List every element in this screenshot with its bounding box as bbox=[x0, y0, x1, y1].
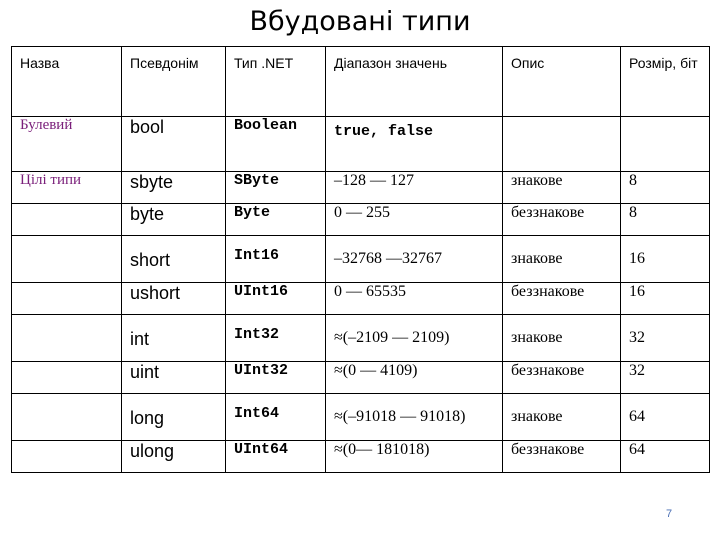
size-cell: 8 bbox=[621, 172, 710, 204]
size-cell: 64 bbox=[621, 394, 710, 441]
table-row bbox=[12, 315, 710, 362]
type-category-cell bbox=[12, 283, 122, 315]
table-header-row bbox=[12, 47, 710, 117]
description-cell bbox=[503, 117, 621, 172]
alias-cell: ulong bbox=[122, 441, 226, 473]
description-cell: знакове bbox=[503, 172, 621, 204]
description-cell: беззнакове bbox=[503, 283, 621, 315]
alias-cell: byte bbox=[122, 204, 226, 236]
net-type-cell: UInt64 bbox=[226, 441, 326, 473]
net-type-cell: UInt32 bbox=[226, 362, 326, 394]
header-name: Назва bbox=[12, 47, 122, 117]
alias-cell: bool bbox=[122, 117, 226, 172]
net-type-cell: Int16 bbox=[226, 236, 326, 283]
size-cell bbox=[621, 117, 710, 172]
net-type-cell: Boolean bbox=[226, 117, 326, 172]
alias-cell: short bbox=[122, 236, 226, 283]
net-type-cell: Byte bbox=[226, 204, 326, 236]
alias-cell: sbyte bbox=[122, 172, 226, 204]
range-cell: 0 — 65535 bbox=[326, 283, 503, 315]
alias-cell: long bbox=[122, 394, 226, 441]
table-row bbox=[12, 172, 710, 204]
description-cell: знакове bbox=[503, 236, 621, 283]
size-cell: 16 bbox=[621, 283, 710, 315]
header-description: Опис bbox=[503, 47, 621, 117]
type-category-cell bbox=[12, 236, 122, 283]
range-cell: –128 — 127 bbox=[326, 172, 503, 204]
table-row bbox=[12, 362, 710, 394]
size-cell: 8 bbox=[621, 204, 710, 236]
type-category-cell bbox=[12, 204, 122, 236]
range-cell: true, false bbox=[326, 117, 503, 172]
table-row bbox=[12, 441, 710, 473]
table-row bbox=[12, 117, 710, 172]
header-size: Розмір, біт bbox=[621, 47, 710, 117]
header-net-type: Тип .NET bbox=[226, 47, 326, 117]
type-category-cell bbox=[12, 315, 122, 362]
net-type-cell: Int32 bbox=[226, 315, 326, 362]
description-cell: беззнакове bbox=[503, 362, 621, 394]
description-cell: беззнакове bbox=[503, 441, 621, 473]
header-range: Діапазон значень bbox=[326, 47, 503, 117]
table-row bbox=[12, 283, 710, 315]
table-row bbox=[12, 394, 710, 441]
size-cell: 64 bbox=[621, 441, 710, 473]
alias-cell: ushort bbox=[122, 283, 226, 315]
slide-title: Вбудовані типи bbox=[249, 6, 471, 37]
range-cell: ≈(0 — 4109) bbox=[326, 362, 503, 394]
builtin-types-table bbox=[11, 46, 710, 473]
size-cell: 16 bbox=[621, 236, 710, 283]
net-type-cell: Int64 bbox=[226, 394, 326, 441]
range-cell: ≈(–91018 — 91018) bbox=[326, 394, 503, 441]
description-cell: знакове bbox=[503, 394, 621, 441]
alias-cell: uint bbox=[122, 362, 226, 394]
description-cell: беззнакове bbox=[503, 204, 621, 236]
size-cell: 32 bbox=[621, 362, 710, 394]
header-alias: Псевдонім bbox=[122, 47, 226, 117]
range-cell: ≈(0— 181018) bbox=[326, 441, 503, 473]
page-number: 7 bbox=[666, 508, 673, 520]
table-row bbox=[12, 236, 710, 283]
alias-cell: int bbox=[122, 315, 226, 362]
description-cell: знакове bbox=[503, 315, 621, 362]
net-type-cell: UInt16 bbox=[226, 283, 326, 315]
type-category-cell bbox=[12, 441, 122, 473]
type-category-cell: Булевий bbox=[12, 117, 122, 172]
range-cell: 0 — 255 bbox=[326, 204, 503, 236]
table-row bbox=[12, 204, 710, 236]
type-category-cell: Цілі типи bbox=[12, 172, 122, 204]
size-cell: 32 bbox=[621, 315, 710, 362]
range-cell: –32768 —32767 bbox=[326, 236, 503, 283]
type-category-cell bbox=[12, 394, 122, 441]
range-cell: ≈(–2109 — 2109) bbox=[326, 315, 503, 362]
net-type-cell: SByte bbox=[226, 172, 326, 204]
type-category-cell bbox=[12, 362, 122, 394]
